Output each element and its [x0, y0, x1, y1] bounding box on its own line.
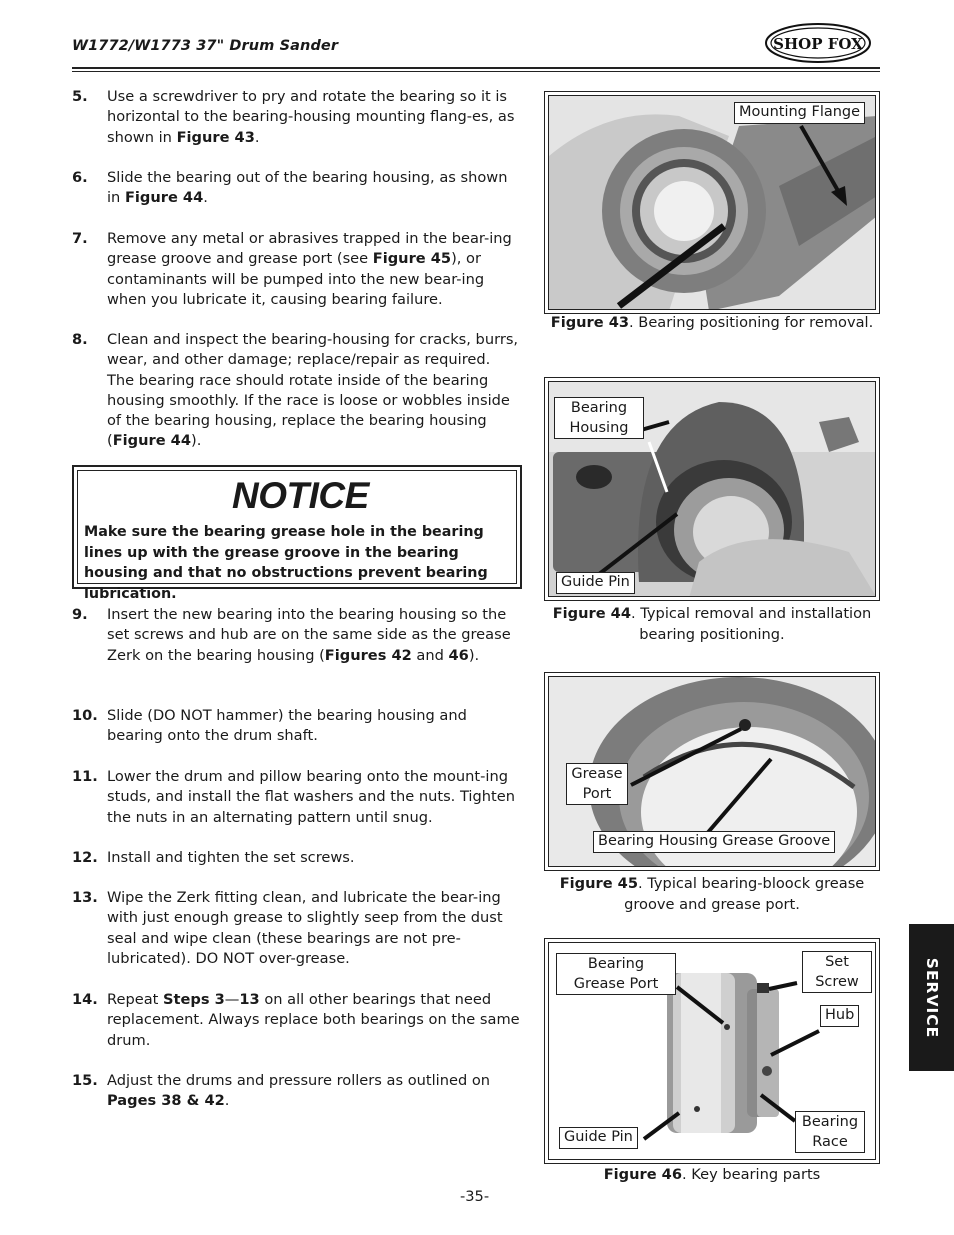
step-number: 9. [72, 606, 88, 623]
figure-46-photo [548, 942, 876, 1160]
figure-44 [544, 377, 880, 601]
notice-box [72, 465, 522, 602]
label-bearing-grease-port: Bearing Grease Port [556, 953, 676, 995]
step-number: 10. [72, 707, 98, 724]
step-text: Use a screwdriver to pry and rotate the bearing so it is horizontal to the bearing-housing mounting flang-es, as shown in Figure 43. [107, 88, 515, 146]
step-number: 13. [72, 889, 98, 906]
label-mounting-flange: Mounting Flange [734, 102, 865, 124]
figure-43 [544, 91, 880, 314]
step-number: 11. [72, 768, 98, 785]
document-title: W1772/W1773 37" Drum Sander [72, 38, 339, 54]
step-number: 7. [72, 230, 88, 247]
step-7 [72, 229, 522, 310]
step-5 [72, 87, 522, 148]
notice-title: NOTICE [232, 475, 369, 516]
figure-46 [544, 938, 880, 1164]
header-rule [72, 67, 880, 69]
section-tab-label: SERVICE [922, 957, 941, 1038]
step-8 [72, 330, 522, 452]
step-9 [72, 605, 522, 666]
step-text: Slide the bearing out of the bearing housing, as shown in Figure 44. [107, 169, 508, 207]
step-11 [72, 767, 522, 828]
figure-45-caption: Figure 45. Typical bearing-bloock grease groove and grease port. [559, 875, 865, 913]
shop-fox-logo [764, 22, 872, 64]
label-bearing-race: Bearing Race [795, 1111, 865, 1153]
step-10 [72, 706, 522, 747]
figure-45-photo [548, 676, 876, 867]
step-text: Slide (DO NOT hammer) the bearing housing and bearing onto the drum shaft. [107, 707, 467, 745]
section-tab [909, 924, 954, 1071]
label-guide-pin-46: Guide Pin [559, 1127, 638, 1149]
figure-43-caption: Figure 43. Bearing positioning for removal. [550, 314, 874, 331]
label-grease-port: Grease Port [566, 763, 628, 805]
step-number: 12. [72, 849, 98, 866]
step-number: 8. [72, 331, 88, 348]
step-text: Insert the new bearing into the bearing housing so the set screws and hub are on the same side as the grease Zerk on the bearing housing (Figures 42 and 46). [107, 606, 511, 664]
step-text: Lower the drum and pillow bearing onto the mount-ing studs, and install the flat washers and the nuts. Tighten the nuts in an alternating pattern until snug. [107, 768, 515, 826]
step-number: 15. [72, 1072, 98, 1089]
step-number: 6. [72, 169, 88, 186]
label-guide-pin: Guide Pin [556, 572, 635, 594]
notice-body: Make sure the bearing grease hole in the bearing lines up with the grease groove in the bearing housing and that no obstructions prevent bearing lubrication. [84, 524, 488, 602]
step-text: Adjust the drums and pressure rollers as outlined on Pages 38 & 42. [107, 1072, 491, 1110]
header-rule-thin [72, 71, 880, 72]
step-13 [72, 888, 522, 969]
figure-44-caption: Figure 44. Typical removal and installation bearing positioning. [552, 605, 872, 643]
step-text: Wipe the Zerk fitting clean, and lubricate the bear-ing with just enough grease to slightly seep from the dust seal and wipe clean (these bearings are not pre-lubricated). DO NOT over-grease. [107, 889, 503, 967]
figure-45 [544, 672, 880, 871]
logo-text: SHOP FOX [773, 35, 863, 53]
label-bearing-housing: Bearing Housing [554, 397, 644, 439]
page-number: -35- [460, 1188, 490, 1205]
step-text: Remove any metal or abrasives trapped in the bear-ing grease groove and grease port (see Figure 45), or contaminants will be pumped into the new bear-ing when you lubricate it, causing bearing failure. [107, 230, 512, 308]
step-text: Clean and inspect the bearing-housing for cracks, burrs, wear, and other damage; replace/repair as required. The bearing race should rotate inside of the bearing housing smoothly. If the race is loose or wobbles inside of the bearing housing, replace the bearing housing (Figure 44). [107, 331, 519, 450]
step-14 [72, 990, 522, 1051]
step-15 [72, 1071, 522, 1112]
label-hub: Hub [820, 1005, 859, 1027]
figure-44-photo [548, 381, 876, 597]
step-text: Repeat Steps 3—13 on all other bearings that need replacement. Always replace both bearings on the same drum. [107, 991, 520, 1049]
figure-43-photo [548, 95, 876, 310]
step-number: 14. [72, 991, 98, 1008]
figure-46-caption: Figure 46. Key bearing parts [603, 1166, 821, 1183]
label-grease-groove: Bearing Housing Grease Groove [593, 831, 835, 853]
step-12 [72, 848, 522, 868]
step-text: Install and tighten the set screws. [107, 849, 355, 866]
label-set-screw: Set Screw [802, 951, 872, 993]
step-6 [72, 168, 522, 209]
bearing-removal-illustration [549, 96, 876, 310]
step-number: 5. [72, 88, 88, 105]
